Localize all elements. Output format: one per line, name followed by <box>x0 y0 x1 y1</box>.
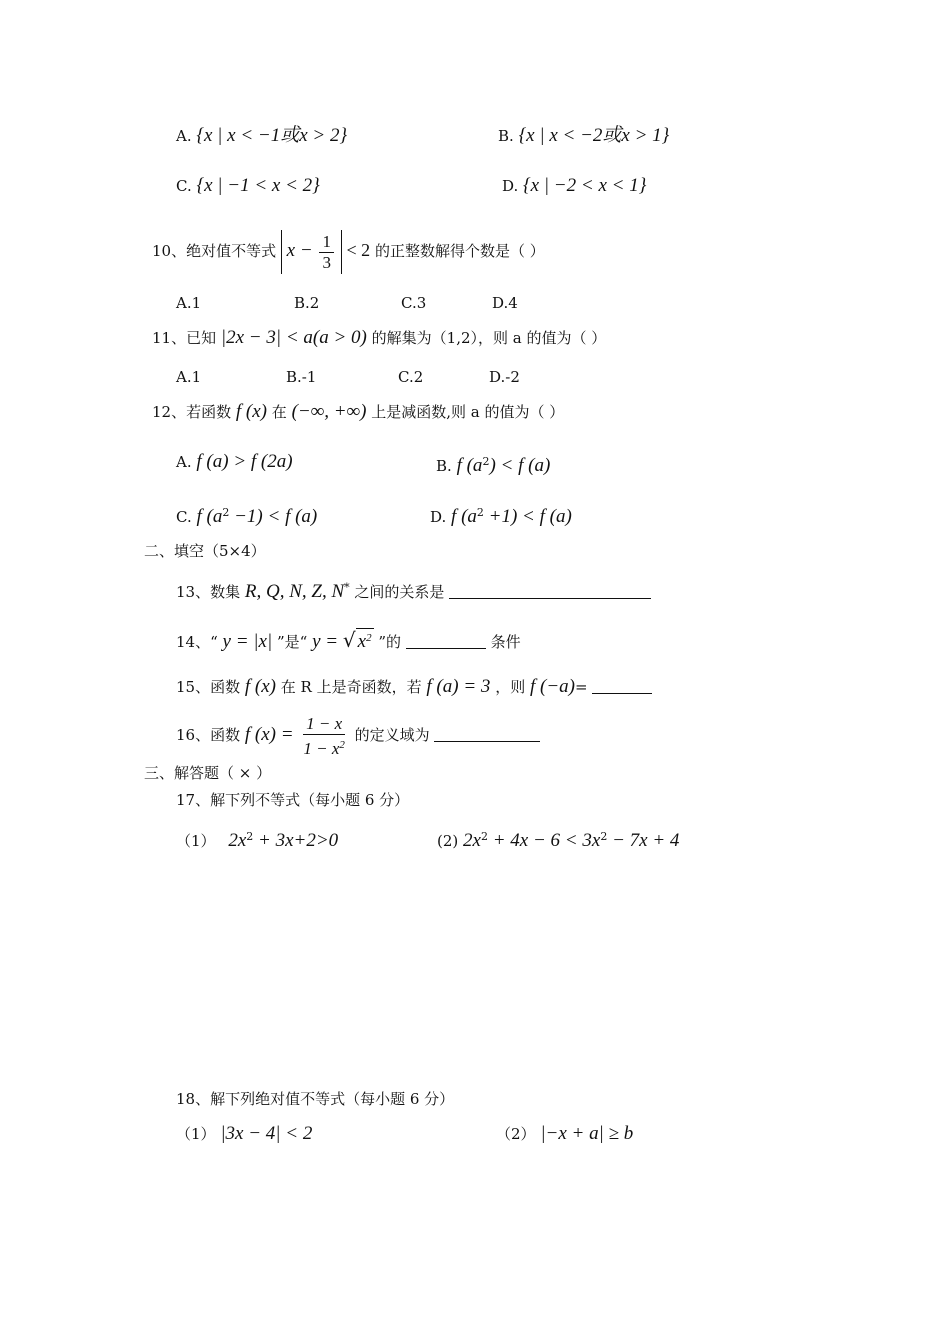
q10-option-d: D.4 <box>492 294 518 312</box>
function-fx: f (x) <box>235 401 267 422</box>
question-stem-tail: 条件 <box>490 633 521 651</box>
q9-option-b <box>498 126 669 146</box>
option-expr: {x | −2 < x < 1} <box>523 175 647 196</box>
q10-option-b: B.2 <box>294 294 320 312</box>
option-expr: {x | x < −2或x > 1} <box>518 125 670 146</box>
q10-option-c: C.3 <box>401 294 427 312</box>
question-stem-post: ”的 <box>378 633 402 651</box>
option-label: B. <box>498 127 514 145</box>
question-stem-tail: 的解集为（1,2），则 a 的值为（ ） <box>371 329 607 347</box>
answer-blank[interactable] <box>406 634 486 649</box>
option-label: D. <box>502 177 519 195</box>
question-stem-mid2: ，则 <box>495 678 526 696</box>
q10-option-a: A.1 <box>176 294 202 312</box>
part-expr: |−x + a| ≥ b <box>540 1123 634 1144</box>
superscript: 2 <box>246 830 254 843</box>
option-expr: f (a <box>451 506 477 527</box>
answer-blank[interactable] <box>434 727 540 742</box>
question-14 <box>176 628 521 652</box>
option-expr: f (a <box>456 455 483 476</box>
part-expr-tail: + 3x+2>0 <box>253 830 339 851</box>
fraction <box>300 714 348 759</box>
option-expr: {x | x < −1或x > 2} <box>196 125 348 146</box>
option-label: A. <box>176 127 192 145</box>
option-label: D. <box>430 508 447 526</box>
question-stem: 11、已知 <box>152 329 217 347</box>
question-15 <box>176 677 652 697</box>
option-expr: f (a <box>196 506 223 527</box>
sqrt-sign-icon: √ <box>342 628 356 652</box>
question-16 <box>176 712 540 760</box>
part-label: （1） <box>176 832 216 850</box>
superscript: 2 <box>600 830 608 843</box>
function-fx: f (x) <box>244 676 276 697</box>
part-expr-mid: + 4x − 6 < 3x <box>487 830 601 851</box>
radicand-x: x <box>357 631 367 652</box>
question-10 <box>152 228 545 276</box>
option-expr: f (a) > f (2a) <box>196 451 293 472</box>
superscript: 2 <box>339 738 345 751</box>
superscript: 2 <box>476 506 484 519</box>
question-18-part-1 <box>176 1124 312 1144</box>
part-expr: 2x <box>228 830 247 851</box>
fraction-numerator: 1 − x <box>303 714 345 735</box>
sqrt-radicand <box>356 628 374 651</box>
question-stem-tail: 的正整数解得个数是（ ） <box>374 242 545 260</box>
question-13 <box>176 578 651 602</box>
option-expr-tail: +1) < f (a) <box>483 506 572 527</box>
superscript: * <box>344 581 350 594</box>
q11-option-b: B.-1 <box>286 368 317 386</box>
answer-blank[interactable] <box>592 679 652 694</box>
fraction-numerator: 1 <box>319 232 334 253</box>
question-stem-tail: 上是减函数,则 a 的值为（ ） <box>371 403 565 421</box>
q11-option-d: D.-2 <box>489 368 520 386</box>
section-title-fill-in: 二、填空（5×4） <box>144 542 266 560</box>
expr-y: y = <box>312 631 339 652</box>
fraction-denominator: 3 <box>322 252 331 272</box>
question-18-part-2 <box>496 1124 633 1144</box>
option-label: A. <box>176 453 192 471</box>
expr-rhs: < 2 <box>346 240 371 260</box>
part-expr: |3x − 4| < 2 <box>220 1123 313 1144</box>
superscript: 2 <box>480 830 488 843</box>
question-stem: 10、绝对值不等式 <box>152 242 277 260</box>
answer-blank[interactable] <box>449 584 651 599</box>
option-expr: {x | −1 < x < 2} <box>196 175 320 196</box>
q12-option-c <box>176 503 317 527</box>
q9-option-a <box>176 126 347 146</box>
equals-sign: = <box>575 678 588 696</box>
denominator-text: 1 − x <box>303 738 340 758</box>
q12-option-a <box>176 452 293 472</box>
part-label: （2） <box>496 1125 536 1143</box>
q12-option-b <box>436 452 550 476</box>
superscript: 2 <box>222 506 230 519</box>
question-stem: 15、函数 <box>176 678 241 696</box>
question-stem: 12、若函数 <box>152 403 232 421</box>
part-label: (2) <box>437 832 459 850</box>
q9-option-d <box>502 176 646 196</box>
question-stem: 13、数集 <box>176 583 241 601</box>
option-expr-tail: −1) < f (a) <box>229 506 318 527</box>
question-expr: |2x − 3| < a(a > 0) <box>220 327 367 348</box>
abs-bar-left <box>281 230 282 274</box>
section-title-answers: 三、解答题（ × ） <box>144 764 272 782</box>
part-expr-tail: − 7x + 4 <box>607 830 680 851</box>
q11-option-c: C.2 <box>398 368 424 386</box>
abs-bar-right <box>341 230 342 274</box>
option-label: C. <box>176 508 192 526</box>
question-stem-mid: 在 R 上是奇函数，若 <box>280 678 422 696</box>
part-expr: 2x <box>463 830 481 851</box>
question-stem-mid: ”是“ <box>276 633 308 651</box>
option-label: B. <box>436 457 452 475</box>
question-stem: 14、“ <box>176 633 218 651</box>
question-17-part-1 <box>176 827 338 851</box>
q12-option-d <box>430 503 572 527</box>
fraction-denominator <box>300 735 348 759</box>
question-12 <box>152 402 564 422</box>
superscript: 2 <box>366 632 372 644</box>
question-17-part-2 <box>437 827 679 851</box>
question-11 <box>152 328 606 348</box>
question-18-stem: 18、解下列绝对值不等式（每小题 6 分） <box>176 1090 455 1108</box>
q11-option-a: A.1 <box>176 368 202 386</box>
expr-fa: f (a) = 3 <box>426 676 491 697</box>
option-label: C. <box>176 177 192 195</box>
fraction <box>319 232 334 273</box>
function-fx: f (x) = <box>244 724 294 745</box>
interval-expr: (−∞, +∞) <box>291 401 367 422</box>
part-label: （1） <box>176 1125 216 1143</box>
question-stem-mid: 在 <box>271 403 287 421</box>
question-stem-tail: 的定义域为 <box>354 726 430 744</box>
question-stem-tail: 之间的关系是 <box>354 583 445 601</box>
expr-f-neg-a: f (−a) <box>530 676 576 697</box>
expr-x: x − <box>286 240 313 261</box>
option-expr-tail: ) < f (a) <box>489 455 551 476</box>
question-17-stem: 17、解下列不等式（每小题 6 分） <box>176 791 410 809</box>
superscript: 2 <box>482 455 490 468</box>
sets-expr: R, Q, N, Z, N <box>244 581 345 602</box>
q9-option-c <box>176 176 320 196</box>
expr-abs: y = |x| <box>222 631 273 652</box>
question-stem: 16、函数 <box>176 726 241 744</box>
